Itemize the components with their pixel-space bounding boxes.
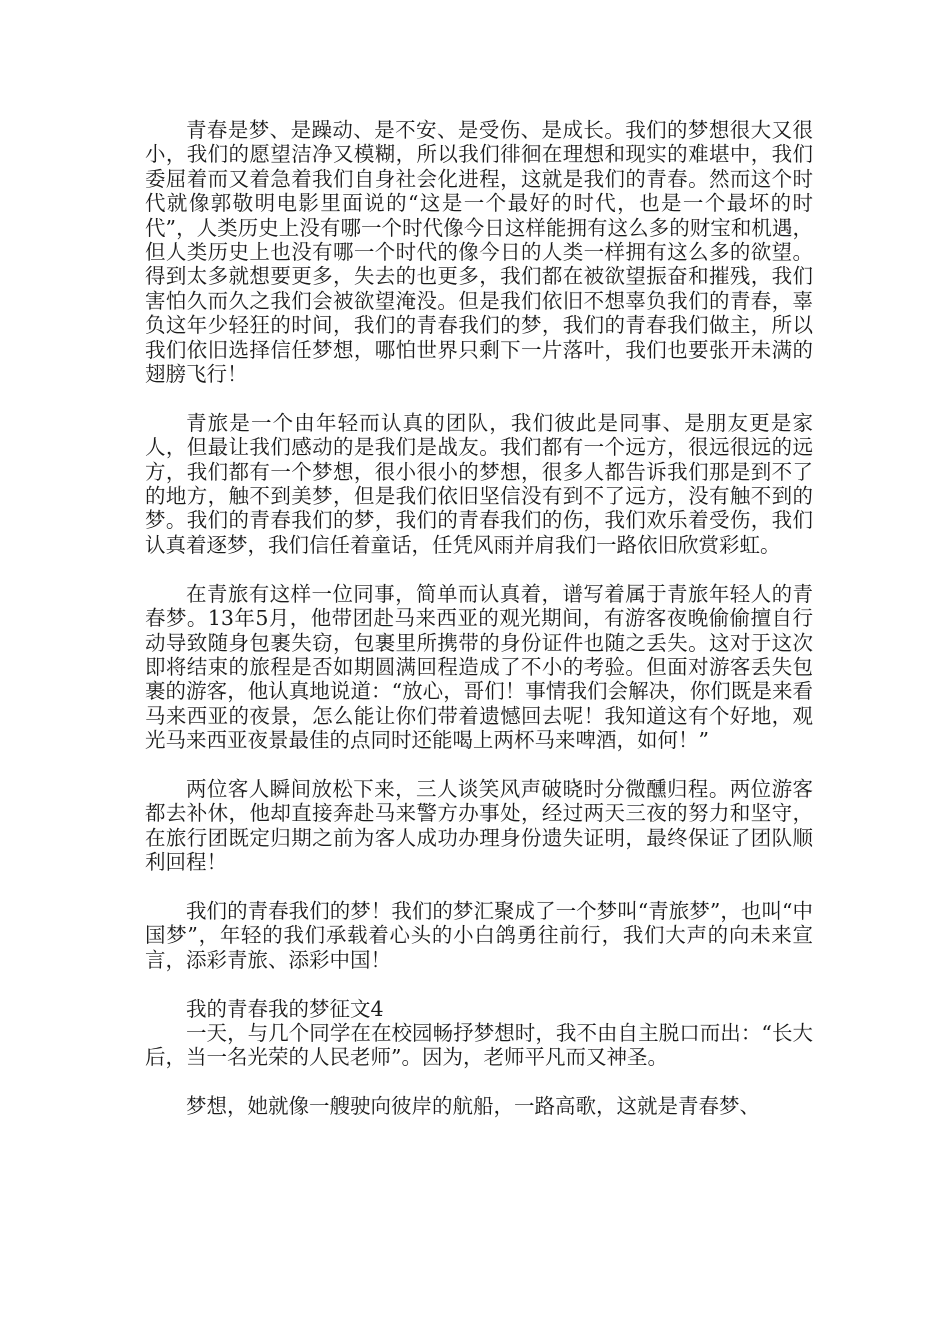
paragraph-dream-ship: 梦想，她就像一艘驶向彼岸的航船，一路高歌，这就是青春梦、 — [186, 1094, 760, 1119]
paragraph-china-dream: 我们的青春我们的梦！我们的梦汇聚成了一个梦叫“青旅梦”，也叫“中国梦”，年轻的我们承载着心头的小白鸽勇往前行，我们大声的向未来宣言，添彩青旅、添彩中国！ — [145, 898, 813, 972]
paragraph-colleague-story: 在青旅有这样一位同事，简单而认真着，谱写着属于青旅年轻人的青春梦。13年5月，他带团赴马来西亚的观光期间，有游客夜晚偷偷擅自行动导致随身包裹失窃，包裹里所携带的身份证件也随之丢失。这对于这次即将结束的旅程是否如期圆满回程造成了不小的考验。但面对游客丢失包裹的游客，他认真地说道：“放心，哥们！事情我们会解决，你们既是来看马来西亚的夜景，怎么能让你们带着遗憾回去呢！我知道这有个好地，观光马来西亚夜景最佳的点同时还能喝上两杯马来啤酒，如何！” — [145, 581, 813, 753]
paragraph-youth-dream: 青春是梦、是躁动、是不安、是受伤、是成长。我们的梦想很大又很小，我们的愿望洁净又模糊，所以我们徘徊在理想和现实的难堪中，我们委屈着而又着急着我们自身社会化进程，这就是我们的青春。然而这个时代就像郭敬明电影里面说的“这是一个最好的时代，也是一个最坏的时代”，人类历史上没有哪一个时代像今日这样能拥有这么多的财宝和机遇，但人类历史上也没有哪一个时代的像今日的人类一样拥有这么多的欲望。得到太多就想要更多，失去的也更多，我们都在被欲望振奋和摧残，我们害怕久而久之我们会被欲望淹没。但是我们依旧不想辜负我们的青春，辜负这年少轻狂的时间，我们的青春我们的梦，我们的青春我们做主，所以我们依旧选择信任梦想，哪怕世界只剩下一片落叶，我们也要张开未满的翅膀飞行！ — [145, 118, 813, 387]
paragraph-teacher-dream: 一天，与几个同学在在校园畅抒梦想时，我不由自主脱口而出：“长大后，当一名光荣的人民老师”。因为，老师平凡而又神圣。 — [145, 1020, 813, 1070]
paragraph-guests-return: 两位客人瞬间放松下来，三人谈笑风声破晓时分微醺归程。两位游客都去补休，他却直接奔赴马来警方办事处，经过两天三夜的努力和坚守，在旅行团既定归期之前为客人成功办理身份遗失证明，最终保证了团队顺利回程！ — [145, 776, 813, 875]
document-page — [145, 118, 813, 1119]
paragraph-qinglv-team: 青旅是一个由年轻而认真的团队，我们彼此是同事、是朋友更是家人，但最让我们感动的是我们是战友。我们都有一个远方，很远很远的远方，我们都有一个梦想，很小很小的梦想，很多人都告诉我们那是到不了的地方，触不到美梦，但是我们依旧坚信没有到不了远方，没有触不到的梦。我们的青春我们的梦，我们的青春我们的伤，我们欢乐着受伤，我们认真着逐梦，我们信任着童话，任凭风雨并肩我们一路依旧欣赏彩虹。 — [145, 410, 813, 557]
section-title: 我的青春我的梦征文4 — [186, 996, 384, 1021]
